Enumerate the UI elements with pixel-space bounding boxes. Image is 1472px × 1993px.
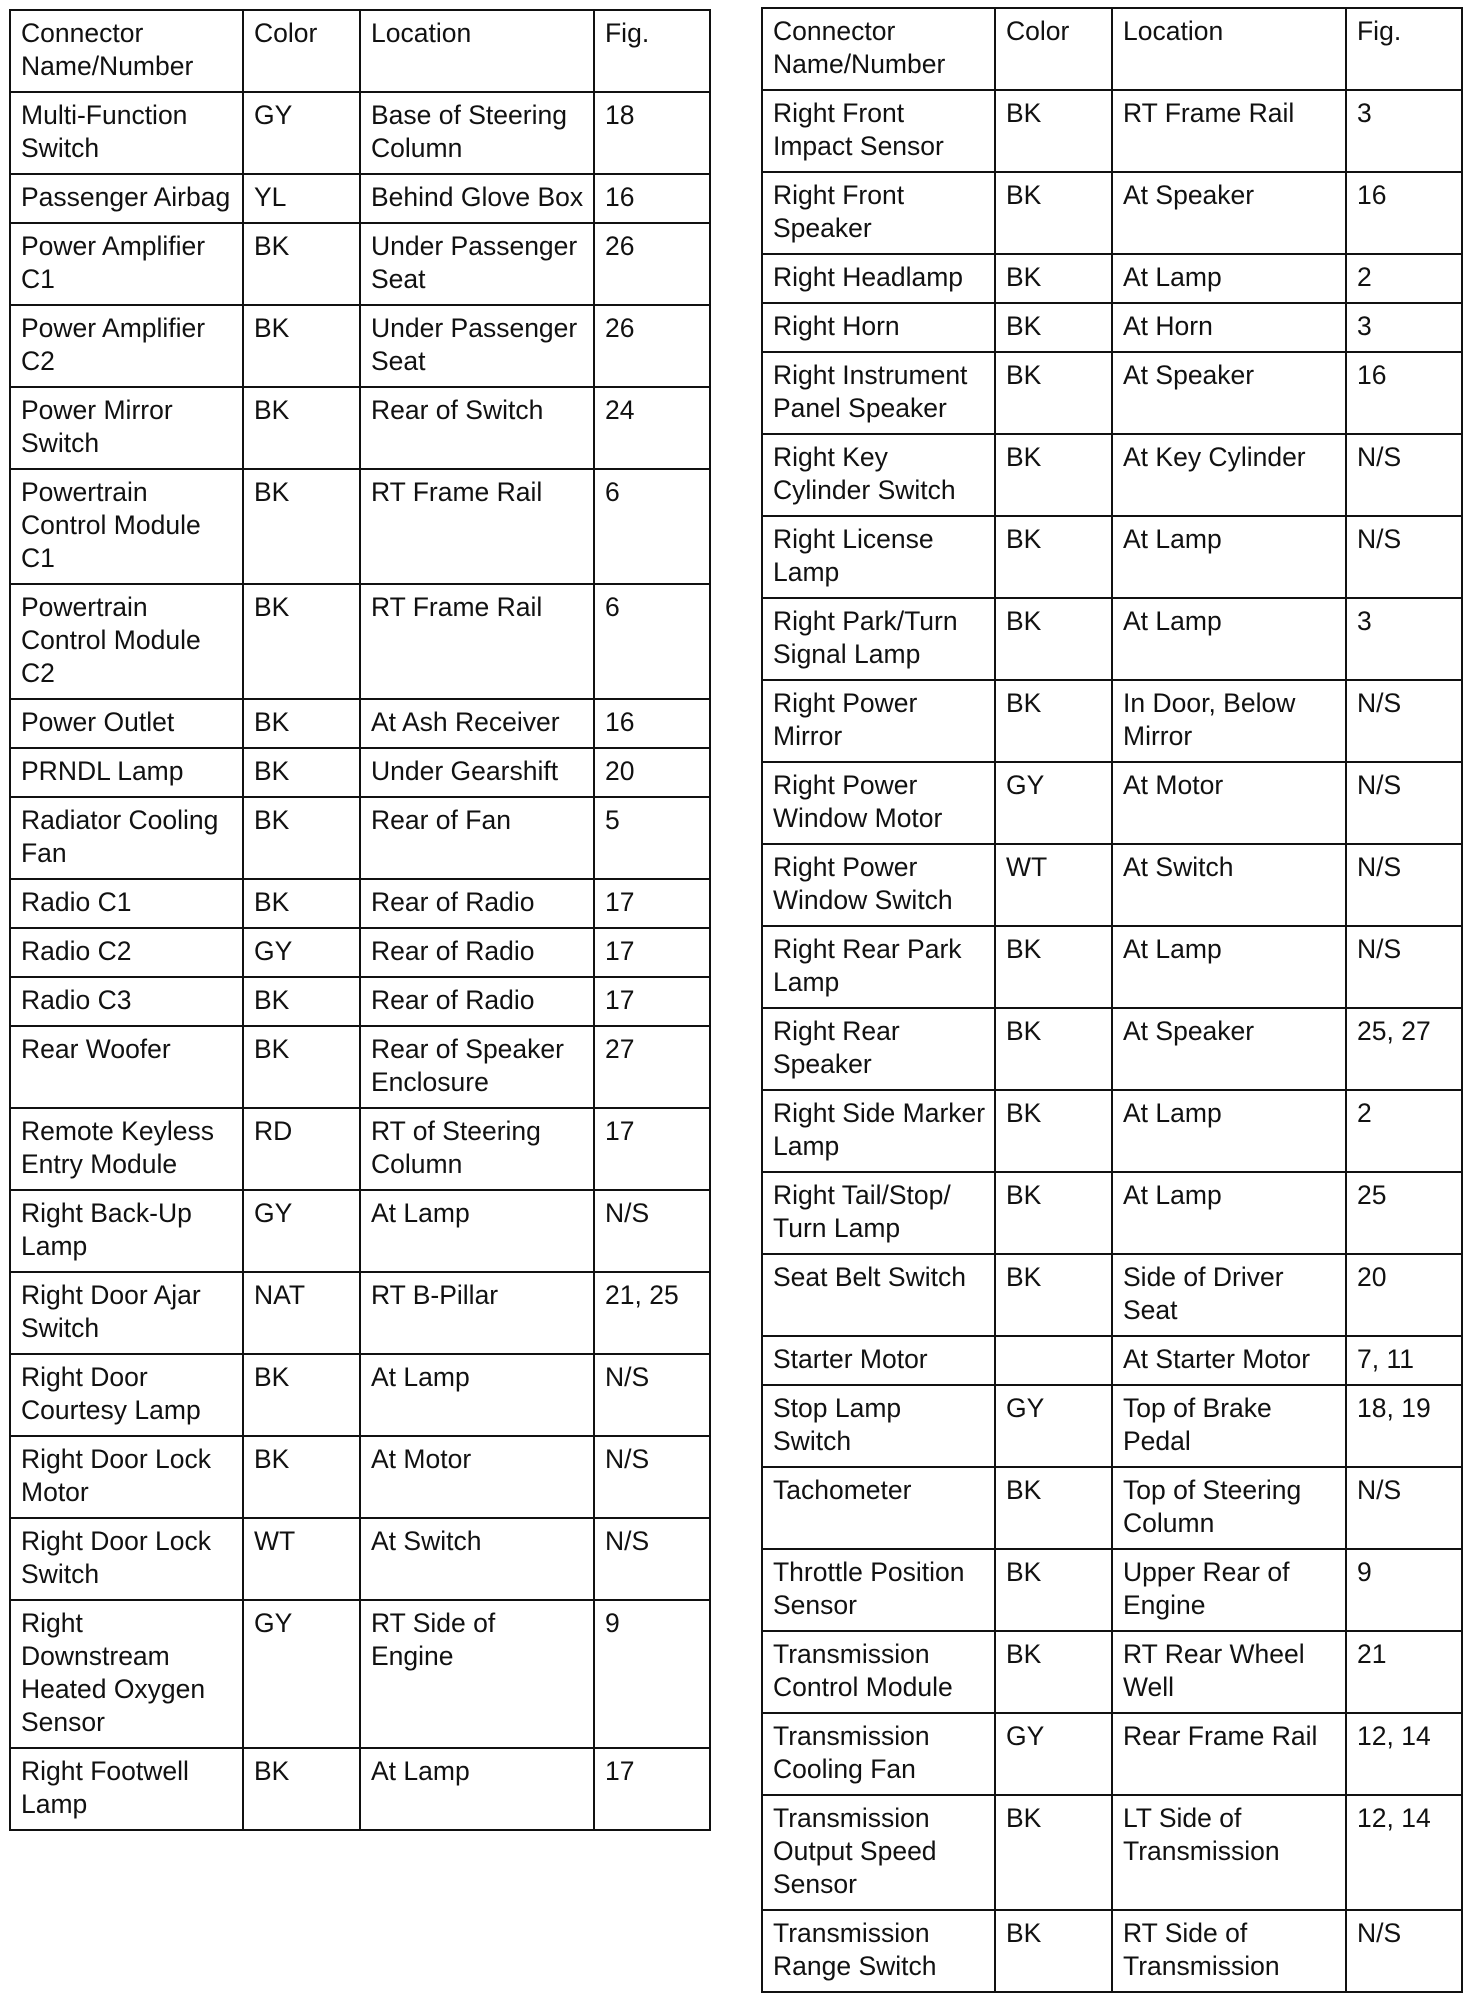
cell-location: RT Frame Rail <box>360 584 594 699</box>
cell-connector-name: Powertrain Control Module C2 <box>10 584 243 699</box>
cell-location: Under Passenger Seat <box>360 223 594 305</box>
cell-connector-name: Right Power Window Motor <box>762 762 995 844</box>
table-row <box>762 1254 1462 1336</box>
cell-connector-name: Right Key Cylinder Switch <box>762 434 995 516</box>
header-row <box>10 10 710 92</box>
cell-connector-name: Right Front Impact Sensor <box>762 90 995 172</box>
cell-fig: N/S <box>1346 926 1462 1008</box>
cell-color: BK <box>995 434 1112 516</box>
cell-connector-name: Right Door Lock Motor <box>10 1436 243 1518</box>
cell-location: Rear of Radio <box>360 879 594 928</box>
cell-location: RT Side of Transmission <box>1112 1910 1346 1992</box>
cell-location: RT Rear Wheel Well <box>1112 1631 1346 1713</box>
cell-fig: N/S <box>1346 762 1462 844</box>
cell-location: Behind Glove Box <box>360 174 594 223</box>
cell-location: Rear of Radio <box>360 928 594 977</box>
cell-fig: 16 <box>594 699 710 748</box>
table-row <box>762 352 1462 434</box>
cell-connector-name: Right Headlamp <box>762 254 995 303</box>
cell-fig: 9 <box>1346 1549 1462 1631</box>
cell-location: Rear of Switch <box>360 387 594 469</box>
cell-connector-name: Right Door Courtesy Lamp <box>10 1354 243 1436</box>
cell-color: BK <box>243 748 360 797</box>
table-row <box>762 90 1462 172</box>
cell-location: At Switch <box>360 1518 594 1600</box>
cell-color: BK <box>243 879 360 928</box>
table-row <box>762 1090 1462 1172</box>
cell-location: At Lamp <box>1112 926 1346 1008</box>
table-row <box>762 1910 1462 1992</box>
cell-color: NAT <box>243 1272 360 1354</box>
cell-fig: N/S <box>594 1190 710 1272</box>
cell-location: At Lamp <box>360 1354 594 1436</box>
cell-fig: 3 <box>1346 303 1462 352</box>
cell-fig: 12, 14 <box>1346 1795 1462 1910</box>
cell-fig: 18 <box>594 92 710 174</box>
cell-location: At Lamp <box>1112 598 1346 680</box>
table-row <box>10 1436 710 1518</box>
cell-location: Top of Brake Pedal <box>1112 1385 1346 1467</box>
cell-color <box>995 1336 1112 1385</box>
cell-color: GY <box>995 1385 1112 1467</box>
cell-color: RD <box>243 1108 360 1190</box>
cell-color: BK <box>995 303 1112 352</box>
header-fig: Fig. <box>1346 8 1462 90</box>
cell-color: BK <box>995 1910 1112 1992</box>
cell-connector-name: Right Footwell Lamp <box>10 1748 243 1830</box>
cell-fig: 20 <box>594 748 710 797</box>
cell-fig: 6 <box>594 584 710 699</box>
cell-connector-name: Power Outlet <box>10 699 243 748</box>
cell-fig: 16 <box>594 174 710 223</box>
cell-color: BK <box>243 699 360 748</box>
table-row <box>762 1467 1462 1549</box>
cell-location: Rear of Fan <box>360 797 594 879</box>
cell-fig: 9 <box>594 1600 710 1748</box>
cell-location: At Switch <box>1112 844 1346 926</box>
cell-color: BK <box>995 172 1112 254</box>
cell-connector-name: Radio C1 <box>10 879 243 928</box>
cell-fig: N/S <box>1346 1467 1462 1549</box>
table-row <box>762 844 1462 926</box>
header-color: Color <box>995 8 1112 90</box>
table-row <box>762 680 1462 762</box>
table-row <box>762 1008 1462 1090</box>
cell-color: BK <box>243 1026 360 1108</box>
cell-color: BK <box>243 469 360 584</box>
cell-fig: N/S <box>594 1354 710 1436</box>
cell-location: Side of Driver Seat <box>1112 1254 1346 1336</box>
cell-fig: 16 <box>1346 172 1462 254</box>
cell-connector-name: Right Door Lock Switch <box>10 1518 243 1600</box>
cell-fig: 17 <box>594 977 710 1026</box>
cell-fig: N/S <box>594 1436 710 1518</box>
cell-location: LT Side of Transmission <box>1112 1795 1346 1910</box>
cell-location: RT Side of Engine <box>360 1600 594 1748</box>
table-row <box>762 926 1462 1008</box>
cell-fig: 26 <box>594 305 710 387</box>
cell-location: Upper Rear of Engine <box>1112 1549 1346 1631</box>
table-row <box>10 1518 710 1600</box>
cell-location: At Horn <box>1112 303 1346 352</box>
cell-color: BK <box>995 254 1112 303</box>
header-connector-name: Connector Name/Number <box>762 8 995 90</box>
cell-location: At Lamp <box>1112 254 1346 303</box>
cell-color: BK <box>995 680 1112 762</box>
cell-fig: 6 <box>594 469 710 584</box>
cell-fig: 21, 25 <box>594 1272 710 1354</box>
cell-location: At Speaker <box>1112 352 1346 434</box>
connector-table-left <box>9 9 711 1831</box>
table-row <box>762 434 1462 516</box>
cell-location: At Speaker <box>1112 172 1346 254</box>
cell-fig: 26 <box>594 223 710 305</box>
table-row <box>762 598 1462 680</box>
table-row <box>10 469 710 584</box>
cell-location: Rear of Speaker Enclosure <box>360 1026 594 1108</box>
table-row <box>762 254 1462 303</box>
table-row <box>10 748 710 797</box>
cell-color: YL <box>243 174 360 223</box>
cell-connector-name: Radio C2 <box>10 928 243 977</box>
cell-location: At Lamp <box>1112 1090 1346 1172</box>
cell-connector-name: Right Downstream Heated Oxygen Sensor <box>10 1600 243 1748</box>
table-row <box>10 92 710 174</box>
table-row <box>762 1713 1462 1795</box>
table-row <box>10 699 710 748</box>
cell-color: BK <box>995 516 1112 598</box>
cell-color: BK <box>243 977 360 1026</box>
cell-fig: 2 <box>1346 1090 1462 1172</box>
cell-connector-name: Right Power Mirror <box>762 680 995 762</box>
cell-location: At Motor <box>1112 762 1346 844</box>
cell-connector-name: Radio C3 <box>10 977 243 1026</box>
cell-location: RT Frame Rail <box>360 469 594 584</box>
table-row <box>10 305 710 387</box>
header-location: Location <box>360 10 594 92</box>
cell-color: BK <box>995 1795 1112 1910</box>
cell-color: BK <box>995 1008 1112 1090</box>
table-row <box>762 303 1462 352</box>
cell-color: GY <box>243 928 360 977</box>
cell-connector-name: Right Park/Turn Signal Lamp <box>762 598 995 680</box>
header-fig: Fig. <box>594 10 710 92</box>
cell-color: GY <box>995 762 1112 844</box>
table-row <box>10 1748 710 1830</box>
cell-connector-name: Throttle Position Sensor <box>762 1549 995 1631</box>
cell-connector-name: Power Amplifier C2 <box>10 305 243 387</box>
table-row <box>10 879 710 928</box>
cell-color: GY <box>995 1713 1112 1795</box>
cell-location: At Key Cylinder <box>1112 434 1346 516</box>
cell-color: BK <box>243 584 360 699</box>
cell-location: Rear Frame Rail <box>1112 1713 1346 1795</box>
cell-fig: 5 <box>594 797 710 879</box>
cell-fig: N/S <box>594 1518 710 1600</box>
cell-fig: N/S <box>1346 516 1462 598</box>
table-row <box>762 172 1462 254</box>
cell-location: At Ash Receiver <box>360 699 594 748</box>
cell-color: BK <box>995 1254 1112 1336</box>
cell-connector-name: Power Mirror Switch <box>10 387 243 469</box>
cell-color: BK <box>995 1090 1112 1172</box>
cell-connector-name: Passenger Airbag <box>10 174 243 223</box>
cell-fig: 18, 19 <box>1346 1385 1462 1467</box>
table-row <box>10 1272 710 1354</box>
cell-connector-name: Right Door Ajar Switch <box>10 1272 243 1354</box>
cell-location: At Lamp <box>360 1190 594 1272</box>
table-row <box>762 762 1462 844</box>
cell-location: At Lamp <box>1112 1172 1346 1254</box>
cell-connector-name: Transmission Output Speed Sensor <box>762 1795 995 1910</box>
cell-color: BK <box>243 387 360 469</box>
cell-color: WT <box>243 1518 360 1600</box>
cell-color: WT <box>995 844 1112 926</box>
table-row <box>10 1108 710 1190</box>
table-row <box>762 516 1462 598</box>
cell-connector-name: PRNDL Lamp <box>10 748 243 797</box>
cell-color: BK <box>995 352 1112 434</box>
table-row <box>762 1336 1462 1385</box>
cell-color: BK <box>995 598 1112 680</box>
cell-connector-name: Right Front Speaker <box>762 172 995 254</box>
cell-connector-name: Power Amplifier C1 <box>10 223 243 305</box>
cell-color: BK <box>995 90 1112 172</box>
cell-location: Rear of Radio <box>360 977 594 1026</box>
cell-connector-name: Multi-Function Switch <box>10 92 243 174</box>
table-row <box>10 1354 710 1436</box>
table-row <box>10 977 710 1026</box>
cell-fig: N/S <box>1346 434 1462 516</box>
cell-location: At Speaker <box>1112 1008 1346 1090</box>
table-row <box>10 174 710 223</box>
cell-fig: 17 <box>594 1748 710 1830</box>
cell-fig: 17 <box>594 1108 710 1190</box>
cell-color: BK <box>995 1467 1112 1549</box>
table-body <box>762 90 1462 1992</box>
cell-color: GY <box>243 1190 360 1272</box>
header-location: Location <box>1112 8 1346 90</box>
cell-fig: 27 <box>594 1026 710 1108</box>
cell-fig: 3 <box>1346 90 1462 172</box>
cell-color: BK <box>995 1631 1112 1713</box>
cell-location: Base of Steering Column <box>360 92 594 174</box>
cell-location: RT of Steering Column <box>360 1108 594 1190</box>
cell-color: GY <box>243 92 360 174</box>
cell-location: RT Frame Rail <box>1112 90 1346 172</box>
cell-connector-name: Right License Lamp <box>762 516 995 598</box>
cell-location: Under Passenger Seat <box>360 305 594 387</box>
cell-fig: 17 <box>594 928 710 977</box>
cell-fig: 7, 11 <box>1346 1336 1462 1385</box>
cell-color: BK <box>995 926 1112 1008</box>
cell-connector-name: Radiator Cooling Fan <box>10 797 243 879</box>
cell-connector-name: Transmission Range Switch <box>762 1910 995 1992</box>
cell-fig: 2 <box>1346 254 1462 303</box>
cell-location: At Starter Motor <box>1112 1336 1346 1385</box>
cell-color: GY <box>243 1600 360 1748</box>
cell-color: BK <box>995 1549 1112 1631</box>
cell-location: Top of Steering Column <box>1112 1467 1346 1549</box>
cell-fig: 16 <box>1346 352 1462 434</box>
cell-fig: 17 <box>594 879 710 928</box>
cell-location: RT B-Pillar <box>360 1272 594 1354</box>
cell-connector-name: Stop Lamp Switch <box>762 1385 995 1467</box>
table-row <box>10 387 710 469</box>
cell-fig: 24 <box>594 387 710 469</box>
cell-fig: 21 <box>1346 1631 1462 1713</box>
table-row <box>10 928 710 977</box>
cell-connector-name: Seat Belt Switch <box>762 1254 995 1336</box>
cell-connector-name: Right Instrument Panel Speaker <box>762 352 995 434</box>
cell-connector-name: Powertrain Control Module C1 <box>10 469 243 584</box>
cell-color: BK <box>243 1748 360 1830</box>
cell-color: BK <box>243 223 360 305</box>
table-row <box>10 584 710 699</box>
cell-connector-name: Right Tail/Stop/ Turn Lamp <box>762 1172 995 1254</box>
table-row <box>762 1631 1462 1713</box>
cell-fig: 3 <box>1346 598 1462 680</box>
table-row <box>762 1549 1462 1631</box>
cell-connector-name: Transmission Cooling Fan <box>762 1713 995 1795</box>
cell-connector-name: Tachometer <box>762 1467 995 1549</box>
cell-connector-name: Right Rear Park Lamp <box>762 926 995 1008</box>
cell-fig: 25 <box>1346 1172 1462 1254</box>
cell-connector-name: Right Horn <box>762 303 995 352</box>
cell-color: BK <box>243 1436 360 1518</box>
header-row <box>762 8 1462 90</box>
cell-fig: N/S <box>1346 680 1462 762</box>
cell-fig: N/S <box>1346 844 1462 926</box>
cell-location: Under Gearshift <box>360 748 594 797</box>
table-row <box>762 1172 1462 1254</box>
table-row <box>10 1026 710 1108</box>
table-row <box>10 1600 710 1748</box>
cell-location: At Lamp <box>1112 516 1346 598</box>
cell-connector-name: Starter Motor <box>762 1336 995 1385</box>
cell-connector-name: Right Rear Speaker <box>762 1008 995 1090</box>
cell-connector-name: Right Side Marker Lamp <box>762 1090 995 1172</box>
cell-color: BK <box>243 797 360 879</box>
cell-location: At Motor <box>360 1436 594 1518</box>
cell-connector-name: Transmission Control Module <box>762 1631 995 1713</box>
cell-fig: 25, 27 <box>1346 1008 1462 1090</box>
cell-fig: N/S <box>1346 1910 1462 1992</box>
table-row <box>10 223 710 305</box>
cell-fig: 20 <box>1346 1254 1462 1336</box>
connector-table-right <box>761 7 1463 1993</box>
cell-connector-name: Right Back-Up Lamp <box>10 1190 243 1272</box>
table-row <box>10 797 710 879</box>
cell-color: BK <box>995 1172 1112 1254</box>
table-row <box>762 1795 1462 1910</box>
table-row <box>762 1385 1462 1467</box>
cell-fig: 12, 14 <box>1346 1713 1462 1795</box>
header-color: Color <box>243 10 360 92</box>
cell-color: BK <box>243 1354 360 1436</box>
cell-connector-name: Rear Woofer <box>10 1026 243 1108</box>
table-body <box>10 92 710 1830</box>
cell-color: BK <box>243 305 360 387</box>
cell-location: At Lamp <box>360 1748 594 1830</box>
header-connector-name: Connector Name/Number <box>10 10 243 92</box>
table-row <box>10 1190 710 1272</box>
cell-connector-name: Right Power Window Switch <box>762 844 995 926</box>
cell-location: In Door, Below Mirror <box>1112 680 1346 762</box>
cell-connector-name: Remote Keyless Entry Module <box>10 1108 243 1190</box>
